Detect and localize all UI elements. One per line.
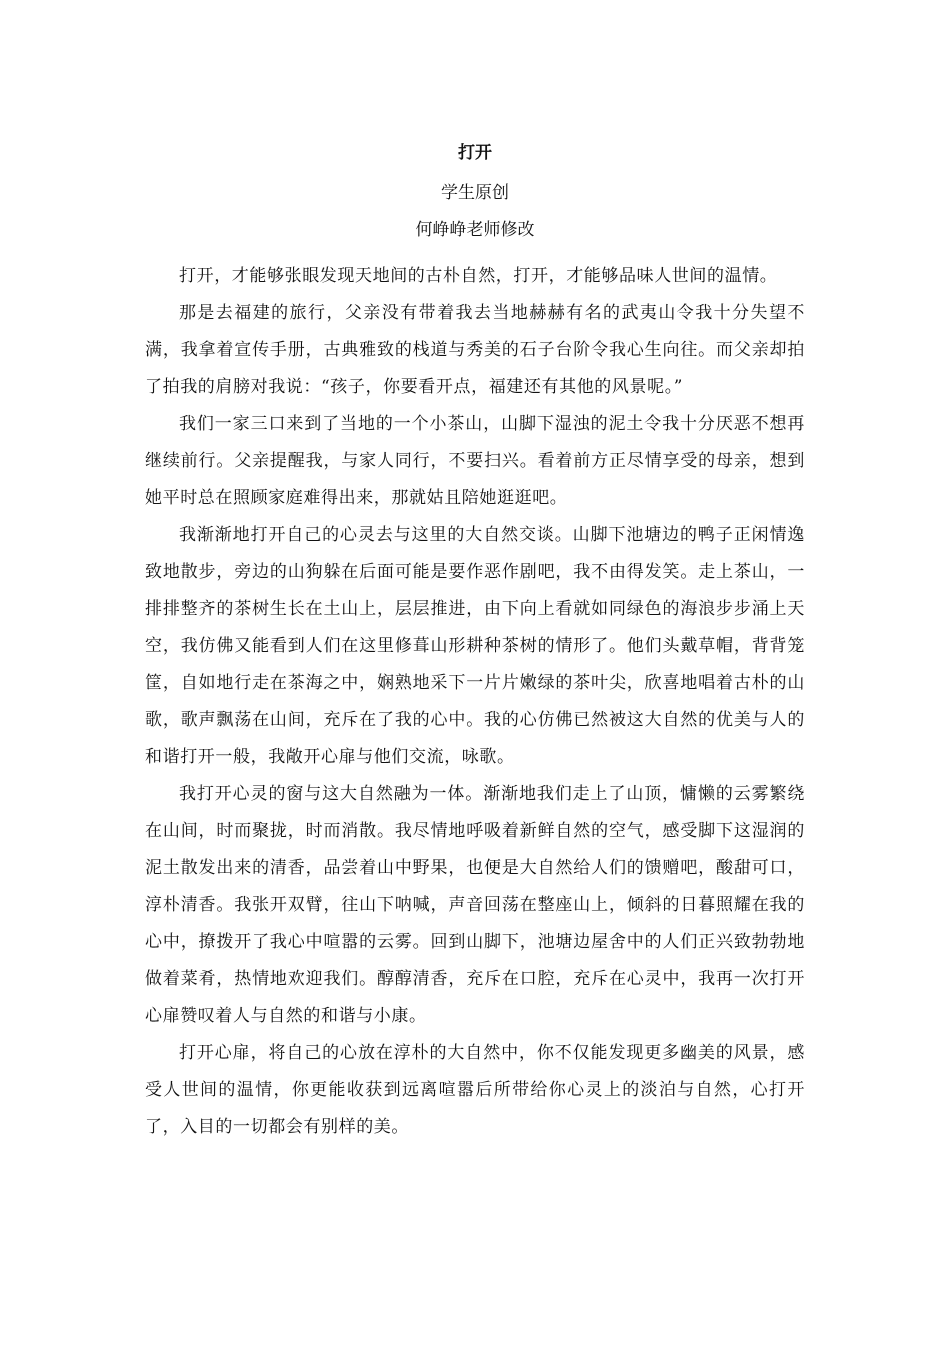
paragraph-5: 我打开心灵的窗与这大自然融为一体。渐渐地我们走上了山顶，慵懒的云雾繁绕在山间，时而聚拢，时而消散。我尽情地呼吸着新鲜自然的空气，感受脚下这湿润的泥土散发出来的清香，品尝着山中野果，也便是大自然给人们的馈赠吧，酸甜可口，淳朴清香。我张开双臂，往山下呐喊，声音回荡在整座山上，倾斜的日暮照耀在我的心中，撩拨开了我心中喧嚣的云雾。回到山脚下，池塘边屋舍中的人们正兴致勃勃地做着菜肴，热情地欢迎我们。醇醇清香，充斥在口腔，充斥在心灵中，我再一次打开心扉赞叹着人与自然的和谐与小康。 [145, 784, 805, 1026]
paragraph-1: 打开，才能够张眼发现天地间的古朴自然，打开，才能够品味人世间的温情。 [179, 266, 778, 286]
essay-body [145, 258, 805, 1146]
paragraph-3: 我们一家三口来到了当地的一个小茶山，山脚下湿浊的泥土令我十分厌恶不想再继续前行。父亲提醒我，与家人同行，不要扫兴。看着前方正尽情享受的母亲，想到她平时总在照顾家庭难得出来，那就姑且陪她逛逛吧。 [145, 414, 805, 508]
editor-line: 何峥峥老师修改 [415, 220, 535, 240]
paragraph-4: 我渐渐地打开自己的心灵去与这里的大自然交谈。山脚下池塘边的鸭子正闲情逸致地散步，旁边的山狗躲在后面可能是要作恶作剧吧，我不由得发笑。走上茶山，一排排整齐的茶树生长在土山上，层层推进，由下向上看就如同绿色的海浪步步涌上天空，我仿佛又能看到人们在这里修葺山形耕种茶树的情形了。他们头戴草帽，背背笼筐，自如地行走在茶海之中，娴熟地采下一片片嫩绿的茶叶尖，欣喜地唱着古朴的山歌，歌声飘荡在山间，充斥在了我的心中。我的心仿佛已然被这大自然的优美与人的和谐打开一般，我敞开心扉与他们交流，咏歌。 [145, 525, 805, 767]
paragraph-2: 那是去福建的旅行，父亲没有带着我去当地赫赫有名的武夷山令我十分失望不满，我拿着宣传手册，古典雅致的栈道与秀美的石子台阶令我心生向往。而父亲却拍了拍我的肩膀对我说：“孩子，你要看开点，福建还有其他的风景呢。” [145, 303, 805, 397]
essay-title: 打开 [458, 143, 492, 163]
author-line: 学生原创 [441, 183, 509, 203]
paragraph-6: 打开心扉，将自己的心放在淳朴的大自然中，你不仅能发现更多幽美的风景，感受人世间的温情，你更能收获到远离喧嚣后所带给你心灵上的淡泊与自然，心打开了，入目的一切都会有别样的美。 [145, 1043, 805, 1137]
